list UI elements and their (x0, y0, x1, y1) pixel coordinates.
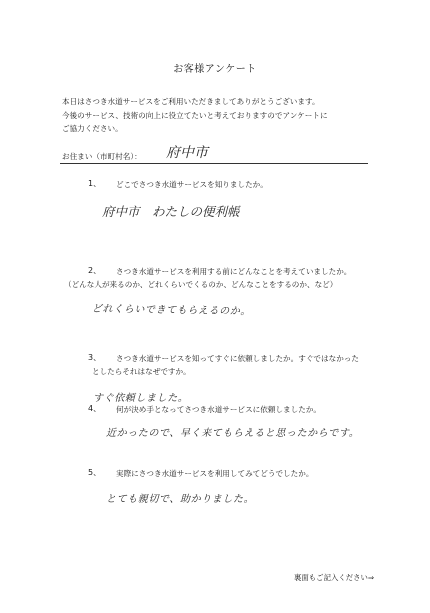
address-underline (60, 163, 368, 164)
question-4-text (116, 403, 321, 416)
question-5-line: 実際にさつき水道サービスを利用してみてどうでしたか。 (116, 469, 314, 478)
question-2-line: さつき水道サービスを利用する前にどんなことを考えていましたか。 (116, 267, 352, 276)
question-4-line: 何が決め手となってさつき水道サービスに依頼しましたか。 (116, 405, 322, 414)
question-3-text (92, 352, 359, 378)
question-4-answer: 近かったので、早く来てもらえると思ったからです。 (106, 428, 360, 439)
question-3-answer: すぐ依頼しました。 (93, 393, 189, 404)
survey-title: お客様アンケート (173, 64, 257, 75)
question-2-number: 2、 (88, 266, 102, 275)
question-2-line: （どんな人が来るのか、どれくらいでくるのか、どんなことをするのか、など） (64, 280, 338, 289)
question-1-number: 1、 (88, 179, 102, 188)
question-5-answer: とても親切で、助かりました。 (106, 494, 255, 505)
intro-line: ご協力ください。 (62, 124, 123, 133)
question-1-line: どこでさつき水道サービスを知りましたか。 (116, 180, 268, 189)
question-5-text (116, 467, 313, 480)
question-4-number: 4、 (88, 404, 102, 413)
question-3-number: 3、 (88, 353, 102, 362)
intro-line: 本日はさつき水道サービスをご利用いただきましてありがとうございます。 (62, 97, 320, 106)
question-1-answer: 府中市 わたしの便利帳 (102, 204, 240, 219)
question-3-line: としたらそれはなぜですか。 (92, 367, 191, 376)
address-label: お住まい（市町村名）： (62, 152, 142, 161)
intro-text (62, 95, 402, 136)
question-2-text (64, 265, 351, 291)
question-1-text (116, 178, 268, 191)
question-2-answer: どれくらいできてもらえるのか。 (91, 303, 252, 318)
intro-line: 今後のサービス、技術の向上に役立てたいと考えておりますのでアンケートに (62, 110, 328, 120)
question-3-line: さつき水道サービスを知ってすぐに依頼しましたか。すぐではなかった (116, 354, 359, 363)
continue-on-back-note: 裏面もご記入ください⇒ (294, 573, 375, 582)
question-5-number: 5、 (88, 468, 102, 477)
address-answer: 府中市 (166, 145, 208, 161)
